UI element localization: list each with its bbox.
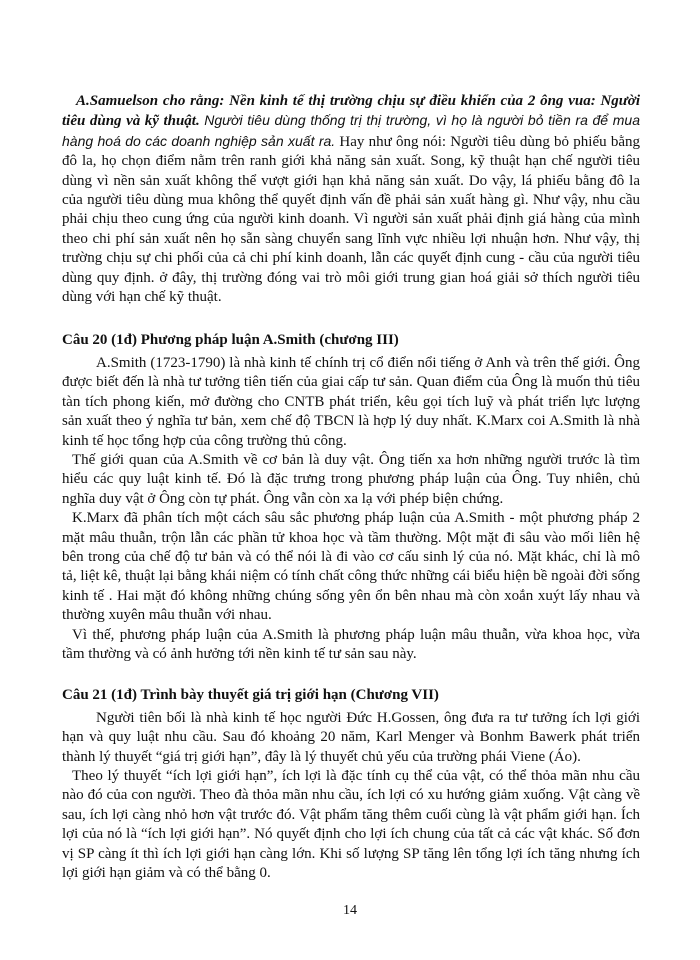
q20-paragraph-2: Thế giới quan của A.Smith về cơ bản là duy vật. Ông tiến xa hơn những người trước là tìm hiểu các quy luật kinh tế. Đó là đặc trưng trong phương pháp luận của Ông. Tuy nhiên, chủ nghĩa duy vật ở Ông còn tự phát. Ông vẫn còn xa lạ với phép biện chứng. [62, 451, 640, 507]
q21-paragraph-1: Người tiên bối là nhà kinh tế học người Đức H.Gossen, ông đưa ra tư tưởng ích lợi giới hạn và quy luật nhu cầu. Sau đó khoảng 20 năm, Karl Menger và Bonhm Bawerk phát triển thành lý thuyết “giá trị giới hạn”, đây là lý thuyết chủ yếu của trường phái Viene (Áo). [62, 709, 640, 765]
intro-rest: Hay như ông nói: Người tiêu dùng bỏ phiếu bằng đô la, họ chọn điểm nằm trên ranh giới khả năng sản xuất. Song, kỹ thuật hạn chế người tiêu dùng vì nền sản xuất không thể vượt giới hạn khả năng sản xuất. Do vậy, lá phiếu bằng đô la của người tiêu dùng mua không thể quyết định vấn đề phải sản xuất hàng gì. Như vậy, nhu cầu phải chịu theo cung ứng của người kinh doanh. Vì người sản xuất phải định giá hàng của mình theo chi phí sản xuất nên họ sẵn sàng chuyển sang lĩnh vực nhiều lợi nhuận hơn. Như vậy, thị trường chịu sự chi phối của cả chi phí kinh doanh, lẫn các quyết định cung - cầu của người tiêu dùng quy định. ở đây, thị trường đóng vai trò môi giới trung gian hoá giải sở thích người tiêu dùng với hạn chế kỹ thuật. [62, 133, 641, 306]
q21-paragraph-2: Theo lý thuyết “ích lợi giới hạn”, ích lợi là đặc tính cụ thể của vật, có thể thỏa mãn nhu cầu nào đó của con người. Theo đà thỏa mãn nhu cầu, ích lợi có xu hướng giảm xuống. Vật càng về sau, ích lợi càng nhỏ hơn vật trước đó. Vật phẩm tăng thêm cuối cùng là vật phẩm giới hạn. Ích lợi của nó là “ích lợi giới hạn”. Nó quyết định cho lợi ích chung của tất cả các vật khác. Số đơn vị SP càng ít thì ích lợi giới hạn càng lớn. Khi số lượng SP tăng lên tổng lợi ích tăng nhưng ích lợi giới hạn giảm và có thể bằng 0. [62, 768, 640, 882]
document-page [62, 92, 640, 883]
intro-quote: Người tiêu dùng thống trị thị trường, vì họ là người bỏ tiền ra để mua hàng hoá do các doanh nghiệp sản xuất ra. [62, 112, 640, 149]
intro-lead: A.Samuelson cho rằng: Nền kinh tế thị trường chịu sự điều khiển của 2 ông vua: Người tiêu dùng và kỹ thuật. [62, 93, 640, 130]
q20-paragraph-4: Vì thế, phương pháp luận của A.Smith là phương pháp luận mâu thuẫn, vừa khoa học, vừa tầm thường và có ảnh hưởng tới nền kinh tế tư sản sau này. [62, 626, 640, 662]
q20-paragraph-1: A.Smith (1723-1790) là nhà kinh tế chính trị cổ điển nổi tiếng ở Anh và trên thế giới. Ông được biết đến là nhà tư tưởng tiên tiến của giai cấp tư sản. Quan điểm của Ông là muốn thủ tiêu tàn tích phong kiến, mở đường cho CNTB phát triển, kêu gọi tích luỹ và phát triển lực lượng sản xuất theo ý nghĩa tư bản, xem chế độ TBCN là hợp lý duy nhất. K.Marx coi A.Smith là nhà kinh tế học tổng hợp của công trường thủ công. [62, 354, 640, 449]
q20-paragraph-3: K.Marx đã phân tích một cách sâu sắc phương pháp luận của A.Smith - một phương pháp 2 mặt mâu thuẫn, trộn lẫn các phần tử khoa học và tầm thường. Một mặt đi sâu vào mối liên hệ bên trong của chế độ tư bản và có thể nói là đi vào cơ cấu sinh lý của nó. Mặt khác, chỉ là mô tả, liệt kê, thuật lại bằng khái niệm có tính chất công thức những cái biểu hiện bề ngoài đời sống kinh tế . Hai mặt đó không những chúng sống yên ổn bên nhau mà còn xoắn xuýt lấy nhau và thường xuyên mâu thuẫn với nhau. [62, 510, 640, 624]
question-21-heading: Câu 21 (1đ) Trình bày thuyết giá trị giới hạn (Chương VII) [62, 687, 439, 704]
question-20-heading: Câu 20 (1đ) Phương pháp luận A.Smith (chương III) [62, 332, 399, 349]
intro-paragraph [62, 92, 640, 307]
page-number: 14 [343, 903, 357, 918]
